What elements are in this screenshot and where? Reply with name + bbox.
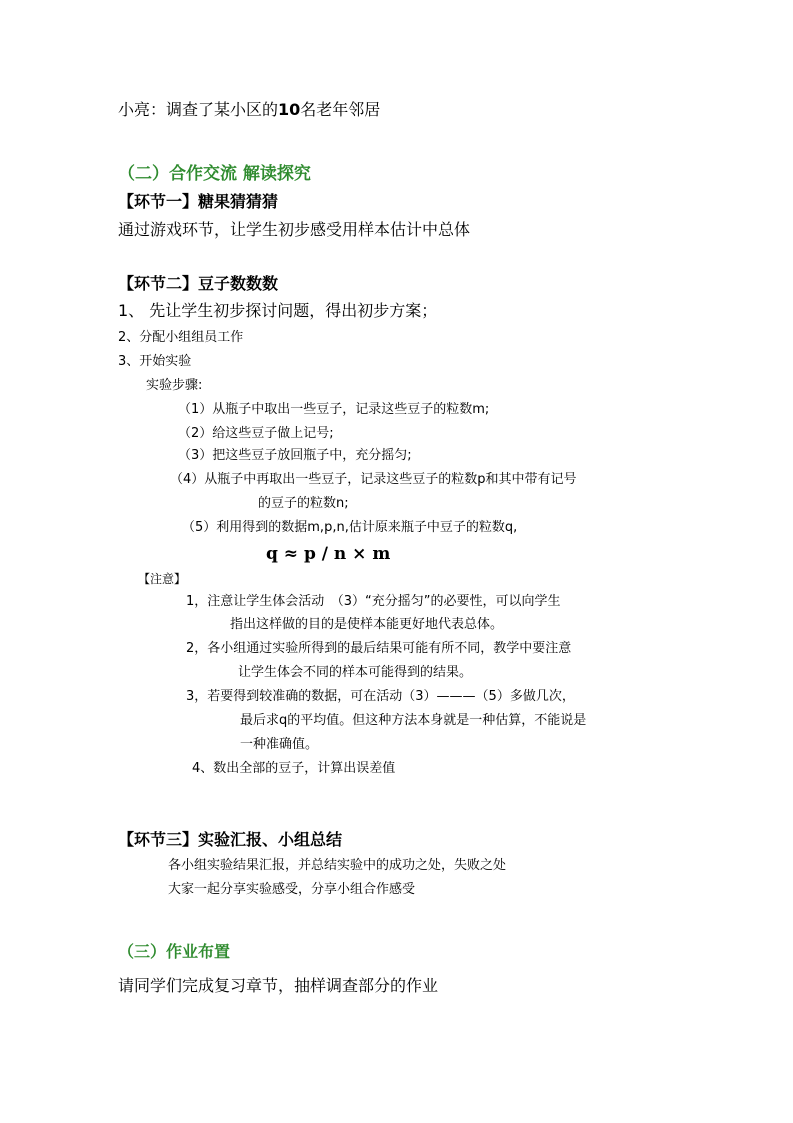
note-3-line2: 最后求q的平均值。但这种方法本身就是一种估算，不能说是 — [240, 713, 587, 728]
intro-number: 10 — [278, 100, 301, 119]
step2-item1: 1、 先让学生初步探讨问题，得出初步方案； — [118, 301, 438, 320]
section3-title — [118, 942, 230, 961]
note-1-line2: 指出这样做的目的是使样本能更好地代表总体。 — [230, 617, 504, 632]
step3-title: 【环节三】实验汇报、小组总结 — [118, 830, 343, 849]
experiment-step-4-line1: （4）从瓶子中再取出一些豆子，记录这些豆子的粒数p和其中带有记号 — [170, 472, 577, 487]
experiment-step-4-line2: 的豆子的粒数n; — [258, 496, 349, 511]
experiment-step-1: （1）从瓶子中取出一些豆子，记录这些豆子的粒数m; — [178, 402, 490, 417]
step1-text: 通过游戏环节，让学生初步感受用样本估计中总体 — [118, 220, 471, 239]
experiment-step-3: （3）把这些豆子放回瓶子中，充分摇匀; — [178, 448, 412, 463]
step2-title: 【环节二】豆子数数数 — [118, 274, 279, 293]
notes-label: 【注意】 — [138, 572, 187, 586]
intro-prefix: 小亮：调查了某小区的 — [118, 100, 279, 119]
intro-line — [118, 100, 380, 119]
section3-text: 请同学们完成复习章节，抽样调查部分的作业 — [118, 976, 439, 995]
step2-item3: 3、开始实验 — [118, 354, 192, 369]
note-4: 4、数出全部的豆子，计算出误差值 — [192, 761, 396, 776]
note-2-line1: 2，各小组通过实验所得到的最后结果可能有所不同，教学中要注意 — [186, 641, 572, 656]
experiment-step-2: （2）给这些豆子做上记号; — [178, 426, 334, 441]
note-2-line2: 让学生体会不同的样本可能得到的结果。 — [238, 665, 473, 680]
step3-line1: 各小组实验结果汇报，并总结实验中的成功之处，失败之处 — [168, 858, 507, 873]
note-3-line3: 一种准确值。 — [240, 737, 319, 752]
section3-title-text: （三）作业布置 — [118, 942, 231, 961]
step2-item2: 2、分配小组组员工作 — [118, 330, 244, 345]
intro-suffix: 名老年邻居 — [300, 100, 381, 119]
section2-title: （二）合作交流 解读探究 — [118, 164, 311, 184]
experiment-step-5: （5）利用得到的数据m,p,n,估计原来瓶子中豆子的粒数q, — [182, 520, 518, 535]
step1-title: 【环节一】糖果猜猜猜 — [118, 192, 279, 211]
note-3-line1: 3，若要得到较准确的数据，可在活动（3）———（5）多做几次， — [186, 689, 575, 704]
estimate-formula: q ≈ p ∕ n × m — [266, 544, 391, 564]
note-1-line1: 1，注意让学生体会活动 （3）“充分摇匀”的必要性，可以向学生 — [186, 594, 561, 609]
step3-line2: 大家一起分享实验感受，分享小组合作感受 — [168, 882, 416, 897]
steps-label: 实验步骤: — [146, 378, 203, 393]
